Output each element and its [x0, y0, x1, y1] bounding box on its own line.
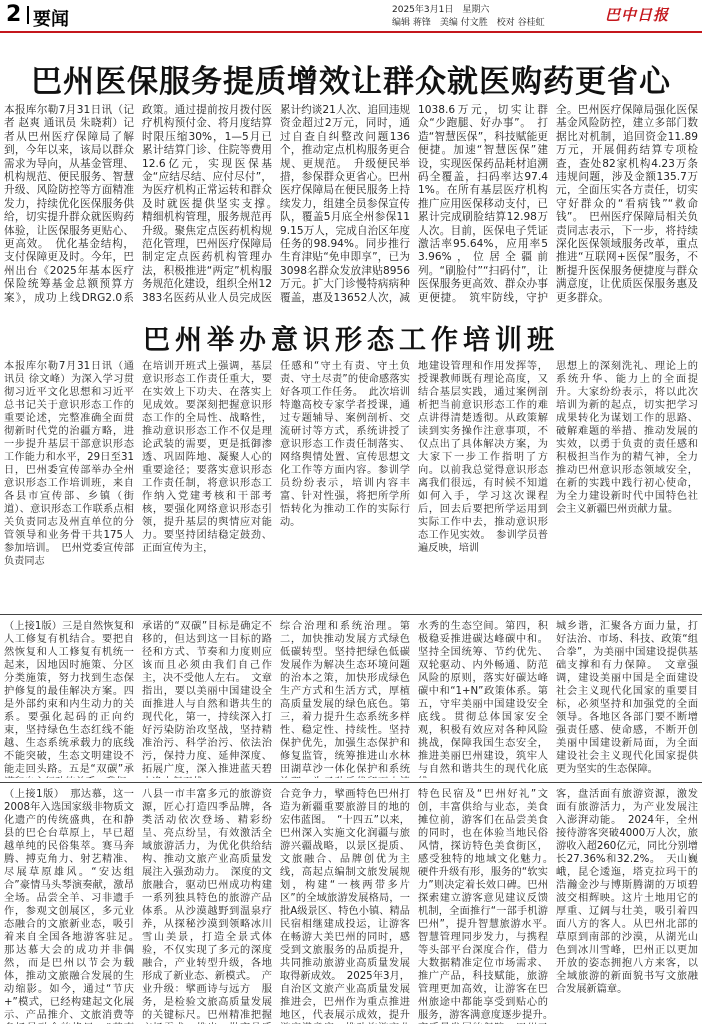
date-line: 2025年3月1日 星期六	[392, 5, 490, 15]
article3-column: （上接1版）三是自然恢复和人工修复有机结合。要把自然恢复和人工修复有机统一起来，因地因时施策、分区分类施策，努力找到生态保护修复的最佳解决方案。四是外部约束和内生动力的关系。要强化起码的正向约束，坚持绿色生态红线不能越、生态系统承载力的底线不能突破，生态文明建设不能走回头路。五是“双碳”承	[4, 621, 134, 775]
article2-column: 思想上的深刻洗礼、理论上的系统升华、能力上的全面提升。大家纷纷表示，将以此次培训为新的起点，切实把学习成果转化为谋划工作的思路、破解难题的举措、推动发展的实效，以勇于负责的责任感和积极担当作为的精气神，全力推动巴州意识形态领域安全，在新的实践中践行初心使命，为全力建设新时代中国特色社会主义新疆巴州贡献力量。	[556, 361, 698, 515]
article4-column: （上接1版） 那达慕，这一2008年入选国家级非物质文化遗产的传统盛典，在和静县的巴仑台草原上，早已超越单纯的民俗集萃。赛马奔腾、搏克角力、射艺精准、尽展草原雄风。“安达组合”豪情马头琴演奏献，激昂全场。品尝全羊、习非遗手作，参观文创展区，多元业态融合的文旅新业态，吸引着来自全国各地游客驻足。 那达慕大会的成功并非偶然，而是巴州以节会为载体，推动文旅融合发展的生动缩影。如今，通过“节庆+”模式，已经构建起文化展示、产品推介、文旅消费等	[4, 789, 134, 1021]
section-title: 要闻	[33, 9, 69, 30]
article1-body	[4, 104, 700, 304]
article2-column: 任感和“守土有责、守土负责、守土尽责”的使命感落实好各项工作任务。 此次培训特邀高校专家学者授课，通过专题辅导、案例剖析、交流研讨等方式，系统讲授了意识形态工作责任制落实、网络舆情处置、宣传思想文化工作等方面内容。参训学员纷纷表示，培训内容丰富、针对性强，将把所学所悟转化为推动工作的实际行动。	[280, 361, 410, 528]
header-divider	[27, 6, 29, 24]
section-divider	[0, 782, 702, 783]
article4-column: 八县一市丰富多元的旅游资源，匠心打造四季品牌，各类活动依次登场、精彩纷呈、亮点纷呈，有效激活全域旅游活力，为优化供给结构、推动文旅产业高质量发展注入强劲动力。 深度的文旅融合，驱动巴州成功构建一系列独具特色的旅游产品体系。从沙漠越野到温泉疗养，从探秘沙漠到领略冰川雪山美景，打造全景式体验，不仅实现了多元的深度融合，产业转型升级，各地形成了新业态、新模式。 产业升级：擘画诗与远方 服务，是检验文旅高质量发展的关键标尺。巴州精准把握	[142, 789, 272, 1021]
article4-column: 合竞争力，擘画特色巴州打造为新疆重要旅游目的地的宏伟蓝图。 “十四五”以来，巴州深入实施文化润疆与旅游兴疆战略，以景区提质、文旅融合、品牌创优为主线，高起点编制文旅发展规划，构建“一核两带多片区”的全域旅游发展格局，一批A级景区、特色小镇、精品民宿相继建成投运，让游客在畅游大美巴州的同时，感受到文旅服务的品质提升，共同推动旅游业高质量发展取得新成效。 2025年3月，自治区文旅产业高质量发展推进会，巴州作为重点推进地区，代表展示成效，提升	[280, 789, 410, 1021]
article4-column: 客，盘活面有旅游资源，激发面有旅游活力，为产业发展注入澎湃动能。 2024年，全州接待游客突破4000万人次，旅游收入超260亿元，同比分别增长27.36%和32.2%。 天山巍峨，昆仑逶迤，塔克拉玛干的浩瀚金沙与博斯腾湖的万顷碧波交相辉映。这片土地用它的厚重、辽阔与壮美，吸引着四面八方的客人。从巴州北部的草原到南部的沙漠，从湖光山色到冰川雪峰，巴州正以更加开放的姿态拥抱八方来客，以全域旅游的新面貌书写文旅融合发展新篇章。	[556, 789, 698, 995]
article1-column: 全。巴州医疗保障局强化医保基金风险防控，建立多部门数据比对机制，追回资金11.89万元，开展佣药结算专项检查，查处82家机构4.23万条违规问题，涉及金额135.7万元，全面压实各方责任，切实守好群众的“看病钱”“救命钱”。 巴州医疗保障局相关负责同志表示，下一步，将持续深化医保领域服务改革，重点推进“互联网+医保”服务，不断提升医保服务便捷度与群众满意度，让优质医保服务惠及更多群众。	[556, 104, 698, 304]
article3-column: 水秀的生态空间。第四，积极稳妥推进碳达峰碳中和。坚持全国统筹、节约优先、双轮驱动、内外畅通、防范风险的原则，落实好碳达峰碳中和“1+N”政策体系。第五，守牢美丽中国建设安全底线。贯彻总体国家安全观，积极有效应对各种风险挑战，保障我国生态安全，推进美丽巴州建设，筑牢人与自然和谐共生的现代化底	[418, 621, 548, 775]
article2-column: 在培训开班式上强调，基层意识形态工作责任重大，要在实效上下功夫、在落实上见成效。要深刻把握意识形态工作的全局性、战略性，推动意识形态工作不仅是理论武装的需要，更是抵御渗透、巩固阵地、凝聚人心的重要途径；要落实意识形态工作责任制，将意识形态工作纳入党建考核和干部考核，要强化网络意识形态引领，提升基层的舆情应对能力。要坚持团结稳定鼓劲、正面宣传为主，	[142, 361, 272, 554]
header-rule	[0, 31, 702, 33]
page-number: 2	[6, 2, 22, 27]
article1-headline: 巴州医保服务提质增效让群众就医购药更省心	[31, 64, 671, 100]
article3-column: 城乡谐，汇聚各方面力量，打好法治、市场、科技、政策“组合拳”，为美丽中国建设提供基础支撑和有力保障。 文章强调，建设美丽中国是全面建设社会主义现代化国家的重要目标，必须坚持和加强党的全面领导。各地区各部门要不断增强责任感、使命感，不断开创美丽中国建设新局面，为全面建设社会主义现代化国家提供更为坚实的生态保障。	[556, 621, 698, 775]
article2-column: 地建设管理和作用发挥等，授课教师既有理论高度，又结合基层实践，通过案例剖析把当前意识形态工作的难点讲得清楚透彻。从政策解读到实务操作注意事项，不仅点出了具体解决方案，为大家下一步工作指明了方向。以前我总觉得意识形态离我们很远，有时候不知道如何入手，学习这次课程后，回去后要把所学运用到实际工作中去，推动意识形态工作见实效。 参训学员普遍反映，培训	[418, 361, 548, 554]
article3-body	[4, 620, 700, 778]
page-header	[0, 0, 702, 30]
article1-column: 政策。通过提前按月拨付医疗机构预付金、将月度结算时限压缩30%，1—5月已累计结算门诊、住院等费用12.6亿元，实现医保基金“应结尽结、应付尽付”，为医疗机构正常运转和群众及时就医提供坚实支撑。 精细机构管理，服务规范再升级。聚焦定点医药机构规范化管理，巴州医疗保障局制定定点医药机构管理办法，积极推进“两定”机构服务规范化建设，组织全州12383名医药从业人员完成医	[142, 104, 272, 304]
article2-headline: 巴州举办意识形态工作培训班	[143, 325, 559, 356]
article3-column: 综合治理和系统治理。第二，加快推动发展方式绿色低碳转型。坚持把绿色低碳发展作为解决生态环境问题的治本之策，加快形成绿色生产方式和生活方式，厚植高质量发展的绿色底色。第三，着力提升生态系统多样性、稳定性、持续性。坚持保护优先，加强生态保护和修复监管，统筹推进山水林田湖草沙一体化保护和系统	[280, 621, 410, 775]
article4-column: 特色民宿及“巴州好礼”文创，丰富供给与业态，美食摊位前，游客们在品尝美食的同时，也在体验当地民俗风情，探访特色美食街区，感受独特的地域文化魅力。 硬件升级有形，服务的“软实力”则决定着长效口碑。巴州探索建立游客意见建议反馈机制，全面推行“一部手机游巴州”，提升智慧旅游水平。 智慧管理同步发力，与携程等头部平台深度合作，借力大数据精准定位市场需求、推广产品，科技赋能，旅游管理更加高效，让游客在巴州旅途中都能享受到贴心的服务，游客满意度逐步提升。	[418, 789, 548, 1021]
article1-column: 本报库尔勒7月31日讯（记者 赵爽 通讯员 朱晓莉）记者从巴州医疗保障局了解到，今年以来，该局以群众需求为导向，从基金管理、机构规范、便民服务、智慧升级、风险防控等方面精准发力，持续优化医保服务供给，切实提升群众就医购药体验，让医保服务更贴心、更高效。 优化基金结构，支付保障更及时。今年，巴州出台《2025年基本医疗保险统筹基金总额预算方案》，成功上线DRG2.0系	[4, 104, 134, 304]
newspaper-logo: 巴中日报	[605, 6, 670, 24]
article2-column: 本报库尔勒7月31日讯（通讯员 徐文峰）为深入学习贯彻习近平文化思想和习近平总书记关于意识形态工作的重要论述，完整准确全面贯彻新时代党的治疆方略，进一步提升基层干部意识形态工作能力和水平，29日至31日，巴州委宣传部举办全州意识形态工作培训班，来自各县市宣传部、乡镇（街道）、意识形态工作联系点相关负责同志及州直单位的分管领导和业务骨干共175人参加培训。 巴州党委宣传部负责同志	[4, 361, 134, 567]
editors-line: 编辑 蒋锋 美编 付文胜 校对 谷桂虹	[392, 18, 545, 28]
article2-body	[4, 360, 700, 610]
article1-column: 1038.6万元，切实让群众“少跑腿、好办事”。 打造“智慧医保”，科技赋能更便捷。加速“智慧医保”建设，实现医保药品耗材追溯码全覆盖，扫码率达97.41%。在所有基层医疗机构推广应用医保移动支付，已累计完成刷脸结算12.98万人次。目前，医保电子凭证激活率95.64%，应用率53.96%，位居全疆前列。“刷脸付”“扫码付”，让医保服务更高效、群众办事更便捷。 筑牢防线，守护	[418, 104, 548, 304]
section-divider	[0, 614, 702, 615]
article1-column: 累计约谈21人次、追回违规资金超过2万元，同时，通过自查自纠整改问题136个，推动定点机构服务更合规、更规范。 升级便民举措，参保群众更省心。巴州医疗保障局在便民服务上持续发力，组建全员参保宣传队，覆盖5月底全州参保119.15万人，完成自治区年度任务的98.94%。同步推行生育津贴“免申即享”，已为3098名群众发放津贴8956万元。扩大门诊慢特病病种覆盖，惠及13652人次，减	[280, 104, 410, 304]
article4-body	[4, 788, 700, 1024]
article3-column: 承诺的“双碳”目标是确定不移的，但达到这一目标的路径和方式、节奏和力度则应该而且必须由我们自己作主，决不受他人左右。 文章指出，要以美丽中国建设全面推进人与自然和谐共生的现代化，第一，持续深入打好污染防治攻坚战，坚持精准治污、科学治污、依法治污，保持力度、延伸深度、拓展广度，深入推进蓝天碧	[142, 621, 272, 775]
